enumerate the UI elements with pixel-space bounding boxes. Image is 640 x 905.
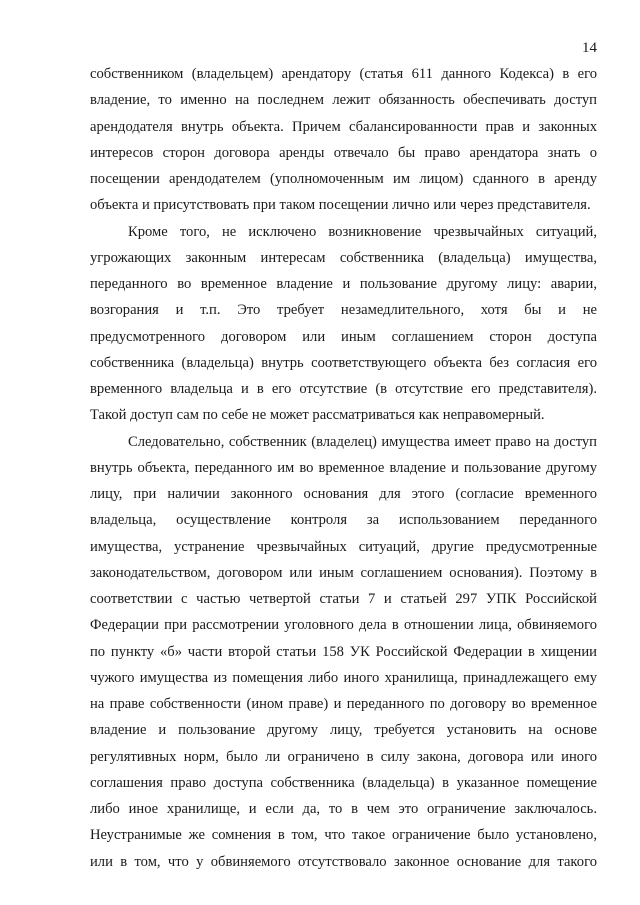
text-line: Кроме того, не исключено возникновение чрезвычайных ситуаций,: [128, 223, 597, 240]
paragraph-3: [90, 429, 597, 875]
text-line: интересов сторон договора аренды отвечало бы право арендатора знать о: [90, 144, 597, 161]
text-line: Неустранимые же сомнения в том, что такое ограничение было установлено,: [90, 827, 597, 844]
text-line: предусмотренного договором или иным соглашением сторон доступа: [90, 328, 597, 345]
text-line: собственником (владельцем) арендатору (статья 611 данного Кодекса) в его: [90, 66, 597, 82]
text-line: арендодателя внутрь объекта. Причем сбалансированности прав и законных: [90, 118, 597, 135]
text-line: владение, то именно на последнем лежит обязанность обеспечивать доступ: [90, 92, 597, 109]
paragraph-1: [90, 61, 597, 219]
text-line: угрожающих законным интересам собственника (владельца) имущества,: [90, 249, 597, 266]
text-line: Следовательно, собственник (владелец) имущества имеет право на доступ: [128, 433, 597, 450]
text-line: возгорания и т.п. Это требует незамедлительного, хотя бы и не: [90, 302, 597, 319]
text-line: переданного во временное владение и пользование другому лицу: аварии,: [90, 276, 597, 292]
text-line: соглашения право доступа собственника (владельца) в указанное помещение: [90, 774, 597, 791]
text-line: на праве собственности (ином праве) и переданного по договору во временное: [90, 696, 597, 712]
text-line: Федерации при рассмотрении уголовного дела в отношении лица, обвиняемого: [90, 617, 597, 634]
text-line: имущества, устранение чрезвычайных ситуаций, другие предусмотренные: [90, 538, 597, 555]
text-line: временного владельца и в его отсутствие (в отсутствие его представителя).: [90, 381, 597, 397]
text-line: владельца, осуществление контроля за использованием переданного: [90, 512, 597, 529]
page-number: 14: [582, 40, 597, 56]
text-line: либо иное хранилище, и если да, то в чем это ограничение заключалось.: [90, 801, 597, 817]
text-line: посещении арендодателем (уполномоченным им лицом) сданного в аренду: [90, 171, 597, 187]
text-line: или в том, что у обвиняемого отсутствовало законное основание для такого: [90, 853, 597, 870]
text-line: по пункту «б» части второй статьи 158 УК Российской Федерации в хищении: [90, 643, 597, 660]
text-line: объекта и присутствовать при таком посещении лично или через представителя.: [90, 197, 591, 214]
text-line: соответствии с частью четвертой статьи 7 и статьей 297 УПК Российской: [90, 591, 597, 607]
text-line: лицу, при наличии законного основания для этого (согласие временного: [90, 486, 597, 502]
text-line: внутрь объекта, переданного им во временное владение и пользование другому: [90, 459, 597, 476]
text-line: Такой доступ сам по себе не может рассматриваться как неправомерный.: [90, 407, 545, 424]
document-body: [90, 61, 597, 875]
text-line: собственника (владельца) внутрь соответствующего объекта без согласия его: [90, 354, 597, 371]
text-line: регулятивных норм, было ли ограничено в силу закона, договора или иного: [90, 748, 597, 765]
text-line: чужого имущества из помещения либо иного хранилища, принадлежащего ему: [90, 669, 597, 686]
paragraph-2: [90, 219, 597, 429]
text-line: законодательством, договором или иным соглашением основания). Поэтому в: [90, 564, 597, 581]
text-line: владение и пользование другому лицу, требуется установить на основе: [90, 722, 597, 739]
